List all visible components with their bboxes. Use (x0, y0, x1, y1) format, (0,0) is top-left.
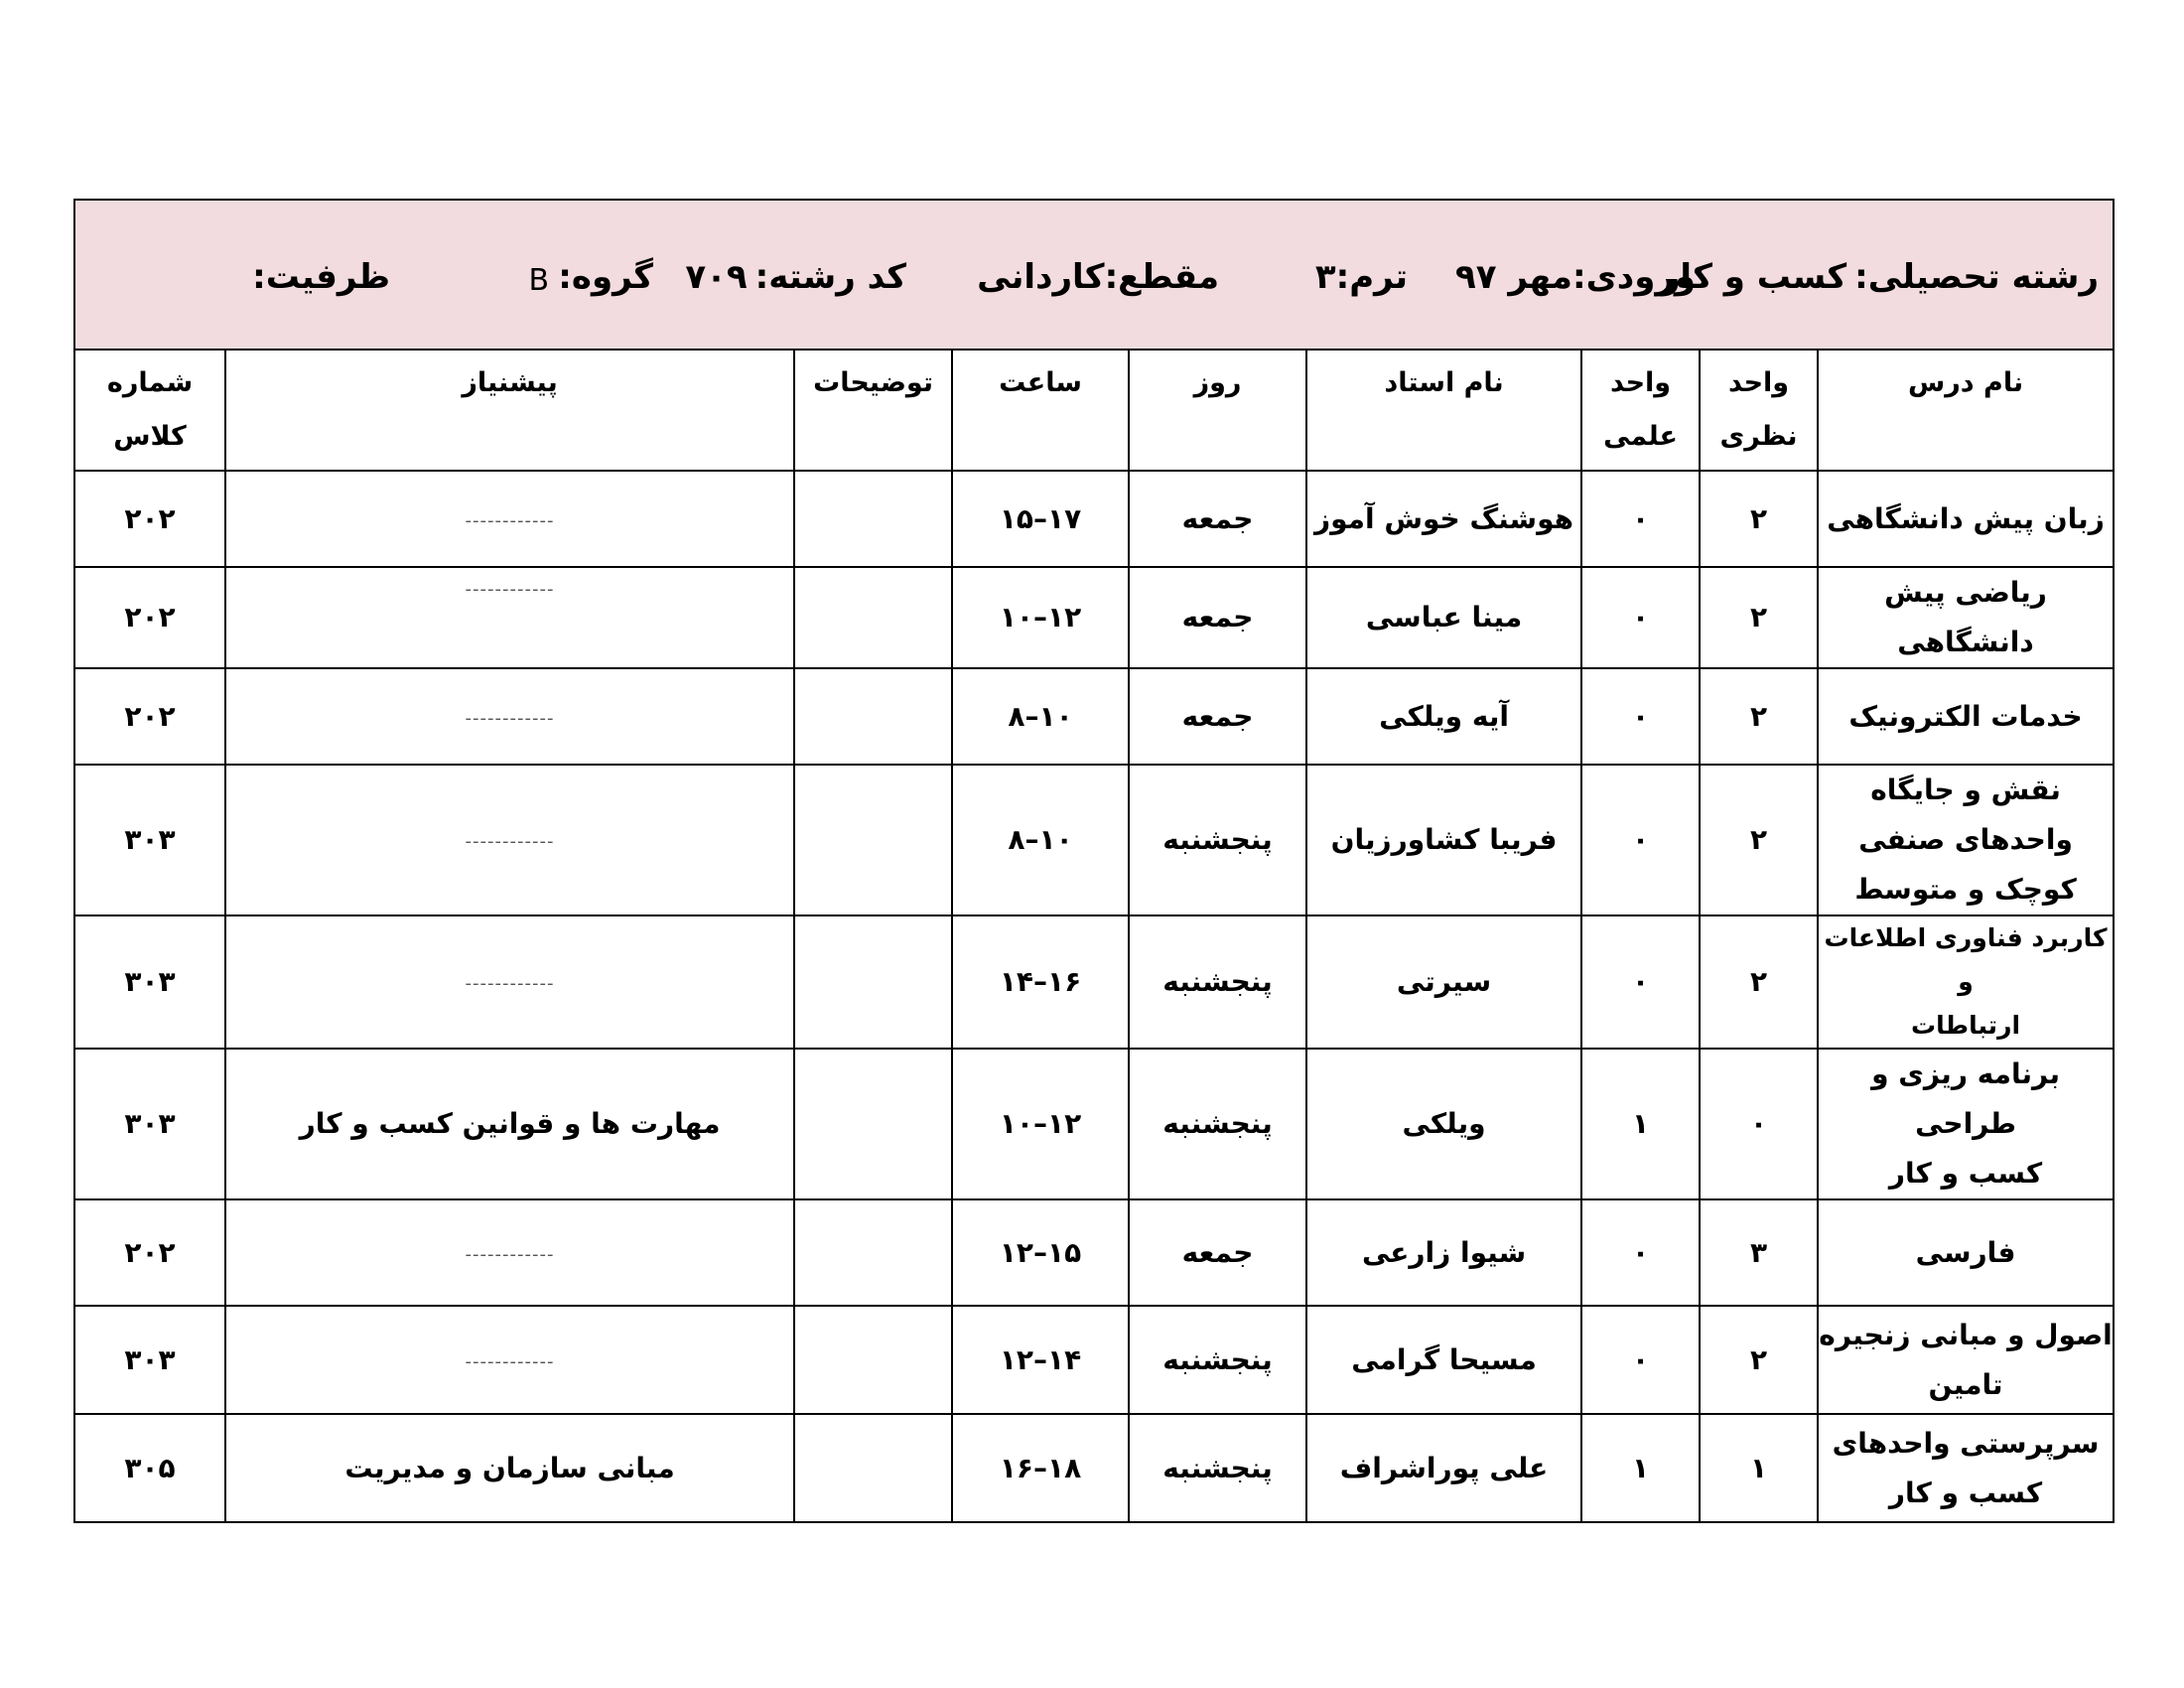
room-number: ۲۰۲ (74, 567, 225, 668)
notes (794, 471, 952, 567)
room-number: ۲۰۲ (74, 668, 225, 765)
col-time: ساعت (952, 350, 1129, 471)
day: پنجشنبه (1129, 1306, 1306, 1414)
theory-units: ۲ (1700, 915, 1818, 1049)
course-name: سرپرستی واحدهای کسب و کار (1818, 1414, 2114, 1522)
course-name: زبان پیش دانشگاهی (1818, 471, 2114, 567)
time: ۱۰–۸ (952, 765, 1129, 915)
instructor: علی پوراشراف (1306, 1414, 1581, 1522)
room-number: ۲۰۲ (74, 471, 225, 567)
day: پنجشنبه (1129, 915, 1306, 1049)
day: پنجشنبه (1129, 1049, 1306, 1199)
time: ۱۶–۱۴ (952, 915, 1129, 1049)
room-number: ۳۰۳ (74, 765, 225, 915)
day: جمعه (1129, 668, 1306, 765)
level: مقطع:کاردانی (977, 257, 1220, 297)
field-code: کد رشته:۷۰۹ (685, 257, 907, 297)
prerequisite: ------------ (225, 915, 794, 1049)
theory-units: ۲ (1700, 668, 1818, 765)
notes (794, 1414, 952, 1522)
day: پنجشنبه (1129, 765, 1306, 915)
notes (794, 765, 952, 915)
table-row (74, 765, 2114, 915)
notes (794, 1199, 952, 1306)
practical-units: ۱ (1581, 1049, 1700, 1199)
col-day: روز (1129, 350, 1306, 471)
theory-units: ۰ (1700, 1049, 1818, 1199)
col-room: شماره کلاس (74, 350, 225, 471)
time: ۱۴–۱۲ (952, 1306, 1129, 1414)
course-name: ریاضی پیش دانشگاهی (1818, 567, 2114, 668)
col-course-name: نام درس (1818, 350, 2114, 471)
prerequisite: ------------ (225, 668, 794, 765)
room-number: ۳۰۳ (74, 1049, 225, 1199)
notes (794, 915, 952, 1049)
instructor: مینا عباسی (1306, 567, 1581, 668)
time: ۱۷–۱۵ (952, 471, 1129, 567)
practical-units: ۱ (1581, 1414, 1700, 1522)
practical-units: ۰ (1581, 1306, 1700, 1414)
time: ۱۲–۱۰ (952, 567, 1129, 668)
table-row (74, 1049, 2114, 1199)
theory-units: ۲ (1700, 567, 1818, 668)
room-number: ۳۰۳ (74, 915, 225, 1049)
col-theory-units: واحد نظری (1700, 350, 1818, 471)
time: ۱۵–۱۲ (952, 1199, 1129, 1306)
practical-units: ۰ (1581, 765, 1700, 915)
practical-units: ۰ (1581, 1199, 1700, 1306)
practical-units: ۰ (1581, 915, 1700, 1049)
room-number: ۲۰۲ (74, 1199, 225, 1306)
course-name: اصول و مبانی زنجیره تامین (1818, 1306, 2114, 1414)
instructor: فریبا کشاورزیان (1306, 765, 1581, 915)
col-practical-units: واحد علمی (1581, 350, 1700, 471)
prerequisite: ------------ (225, 765, 794, 915)
notes (794, 668, 952, 765)
notes (794, 567, 952, 668)
column-headers (74, 350, 2114, 471)
course-name: فارسی (1818, 1199, 2114, 1306)
table-row (74, 1306, 2114, 1414)
day: جمعه (1129, 471, 1306, 567)
theory-units: ۳ (1700, 1199, 1818, 1306)
table-row (74, 567, 2114, 668)
theory-units: ۲ (1700, 471, 1818, 567)
day: جمعه (1129, 1199, 1306, 1306)
prerequisite: ------------ (225, 1306, 794, 1414)
theory-units: ۲ (1700, 1306, 1818, 1414)
course-name: خدمات الکترونیک (1818, 668, 2114, 765)
time: ۱۸–۱۶ (952, 1414, 1129, 1522)
term: ترم:۳ (1314, 257, 1409, 297)
table-row (74, 915, 2114, 1049)
instructor: شیوا زارعی (1306, 1199, 1581, 1306)
entry-date: ورودی:مهر ۹۷ (1454, 257, 1697, 297)
capacity-label: ظرفیت: (252, 257, 391, 297)
practical-units: ۰ (1581, 567, 1700, 668)
practical-units: ۰ (1581, 471, 1700, 567)
room-number: ۳۰۵ (74, 1414, 225, 1522)
prerequisite: ------------ (225, 471, 794, 567)
day: جمعه (1129, 567, 1306, 668)
table-row (74, 668, 2114, 765)
schedule-table (73, 199, 2115, 1523)
prerequisite: مبانی سازمان و مدیریت (225, 1414, 794, 1522)
instructor: آیه ویلکی (1306, 668, 1581, 765)
day: پنجشنبه (1129, 1414, 1306, 1522)
prerequisite: ------------ (225, 567, 794, 668)
header-banner (74, 200, 2114, 350)
course-name: برنامه ریزی و طراحی کسب و کار (1818, 1049, 2114, 1199)
group-value: B (528, 263, 550, 298)
table-row (74, 1199, 2114, 1306)
theory-units: ۲ (1700, 765, 1818, 915)
notes (794, 1049, 952, 1199)
col-instructor: نام استاد (1306, 350, 1581, 471)
col-notes: توضیحات (794, 350, 952, 471)
time: ۱۰–۸ (952, 668, 1129, 765)
theory-units: ۱ (1700, 1414, 1818, 1522)
instructor: ویلکی (1306, 1049, 1581, 1199)
prerequisite: ------------ (225, 1199, 794, 1306)
instructor: مسیحا گرامی (1306, 1306, 1581, 1414)
course-name: نقش و جایگاه واحدهای صنفی کوچک و متوسط (1818, 765, 2114, 915)
instructor: سیرتی (1306, 915, 1581, 1049)
prerequisite: مهارت ها و قوانین کسب و کار (225, 1049, 794, 1199)
practical-units: ۰ (1581, 668, 1700, 765)
course-name: کاربرد فناوری اطلاعات و ارتباطات (1818, 915, 2114, 1049)
time: ۱۲–۱۰ (952, 1049, 1129, 1199)
table-row (74, 1414, 2114, 1522)
group-label: گروه: (558, 257, 654, 297)
col-prerequisite: پیشنیاز (225, 350, 794, 471)
notes (794, 1306, 952, 1414)
instructor: هوشنگ خوش آموز (1306, 471, 1581, 567)
room-number: ۳۰۳ (74, 1306, 225, 1414)
table-row (74, 471, 2114, 567)
field-of-study: رشته تحصیلی:کسب و کار (1660, 257, 2100, 297)
